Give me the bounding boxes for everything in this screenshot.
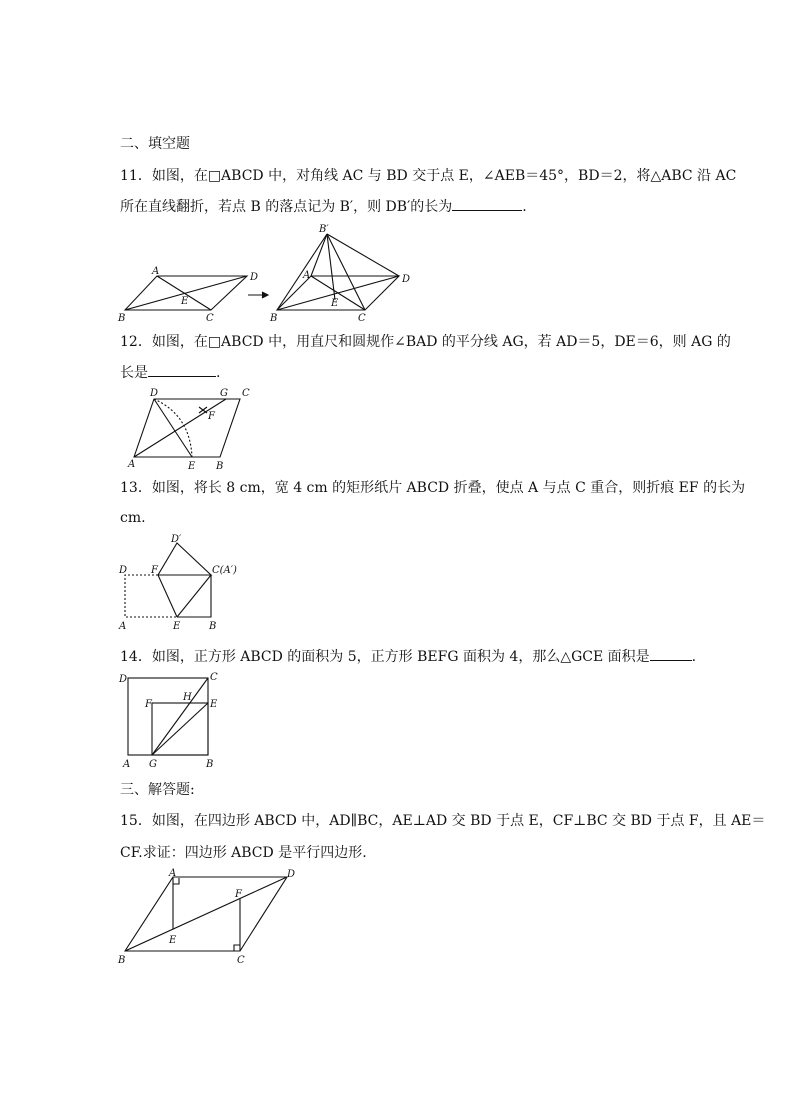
- q14-figure: [115, 670, 235, 770]
- q13-label-d: D: [119, 565, 128, 576]
- q12-text-line2: [120, 362, 220, 383]
- q15-label-c: C: [237, 955, 245, 966]
- q14-label-d: D: [119, 674, 128, 685]
- q13-label-a: A: [119, 621, 127, 632]
- q12-label-d: D: [150, 388, 159, 399]
- q11-right-label-d: D: [402, 274, 411, 285]
- q14-text-line1: [120, 646, 696, 667]
- q14-prompt: 14．如图，正方形 ABCD 的面积为 5，正方形 BEFG 面积为 4，那么△GCE 面积是: [120, 649, 650, 665]
- q13-label-b: B: [209, 621, 217, 632]
- q13-folded-rectangle: [158, 575, 211, 617]
- q11-prompt: 所在直线翻折，若点 B 的落点记为 B′，则 DB′的长为: [120, 199, 453, 215]
- q13-flap-triangle: [158, 543, 211, 575]
- q12-label-c: C: [242, 388, 250, 399]
- q13-text-line1: 13．如图，将长 8 cm，宽 4 cm 的矩形纸片 ABCD 折叠，使点 A 与点 C 重合，则折痕 EF 的长为: [120, 480, 746, 496]
- q15-figure: [115, 867, 335, 972]
- q15-label-e: E: [169, 935, 177, 946]
- q11-right-segment-bpe: [327, 234, 335, 300]
- q13-label-dprime: D′: [171, 534, 182, 545]
- q14-label-f: F: [145, 699, 152, 710]
- q14-label-b: B: [206, 759, 214, 770]
- q14-label-e: E: [210, 699, 218, 710]
- q13-original-rectangle-dotted: [125, 575, 177, 617]
- q13-text-line2: cm.: [120, 510, 146, 526]
- q14-square-abcd: [128, 678, 208, 755]
- q11-answer-blank[interactable]: [452, 196, 522, 211]
- q12-label-f: F: [208, 411, 215, 422]
- q11-text-line2: [120, 196, 527, 217]
- q13-segment-ce: [177, 575, 211, 617]
- q11-figure: [115, 220, 415, 325]
- q11-left-label-c: C: [206, 313, 214, 324]
- q12-prompt: 长是: [120, 365, 148, 381]
- q14-segment-ge: [152, 703, 208, 755]
- q14-label-h: H: [183, 692, 192, 703]
- q15-label-a: A: [169, 868, 177, 879]
- q15-right-angle-c: [234, 945, 240, 951]
- q11-arrow-icon: [248, 292, 268, 298]
- q15-label-b: B: [118, 955, 126, 966]
- q11-left-label-e: E: [181, 296, 189, 307]
- q13-label-f: F: [151, 565, 158, 576]
- q11-left-label-b: B: [118, 313, 126, 324]
- q12-figure: [120, 385, 260, 475]
- q11-left-label-a: A: [152, 266, 160, 277]
- q15-label-d: D: [287, 869, 296, 880]
- q14-period: .: [691, 649, 697, 665]
- q15-label-f: F: [235, 889, 242, 900]
- q11-right-label-e: E: [331, 298, 339, 309]
- q14-label-g: G: [149, 759, 157, 770]
- q12-parallelogram: [134, 399, 240, 457]
- q11-right-label-b: B: [270, 313, 278, 324]
- q12-label-g: G: [220, 388, 228, 399]
- q12-bisector-ag: [134, 399, 226, 457]
- q12-segment-de: [154, 399, 192, 457]
- q11-left-label-d: D: [250, 272, 259, 283]
- q11-text-line1: 11．如图，在□ABCD 中，对角线 AC 与 BD 交于点 E，∠AEB＝45°，BD＝2，将△ABC 沿 AC: [120, 168, 737, 184]
- q11-period: .: [522, 199, 527, 215]
- q11-right-label-c: C: [358, 313, 366, 324]
- q11-right-label-bprime: B′: [319, 224, 329, 235]
- q13-label-e: E: [173, 621, 181, 632]
- q11-right-label-a: A: [303, 270, 311, 281]
- q13-figure: [115, 533, 255, 633]
- q12-text-line1: 12．如图，在□ABCD 中，用直尺和圆规作∠BAD 的平分线 AG，若 AD＝5，DE＝6，则 AG 的: [120, 334, 731, 350]
- q13-label-c-aprime: C(A′): [212, 565, 237, 576]
- q14-segment-gc: [152, 678, 208, 755]
- q15-text-line1: 15．如图，在四边形 ABCD 中，AD∥BC，AE⊥AD 交 BD 于点 E，CF⊥BC 交 BD 于点 F，且 AE＝: [120, 813, 766, 829]
- q12-label-b: B: [216, 461, 224, 472]
- q13-crease-ef: [158, 575, 177, 617]
- q12-label-a: A: [128, 459, 136, 470]
- q14-answer-blank[interactable]: [650, 646, 692, 661]
- section-heading-solve: 三、解答题:: [120, 782, 195, 798]
- q14-label-a: A: [123, 759, 131, 770]
- q12-answer-blank[interactable]: [148, 362, 216, 377]
- q11-right-diagram: [269, 224, 410, 324]
- q11-left-diagram: [117, 266, 258, 324]
- q12-label-e: E: [188, 461, 196, 472]
- q15-text-line2: CF.求证：四边形 ABCD 是平行四边形.: [120, 845, 367, 861]
- q12-period: .: [216, 365, 221, 381]
- section-heading-fill-in: 二、填空题: [120, 136, 190, 152]
- q14-label-c: C: [210, 672, 218, 683]
